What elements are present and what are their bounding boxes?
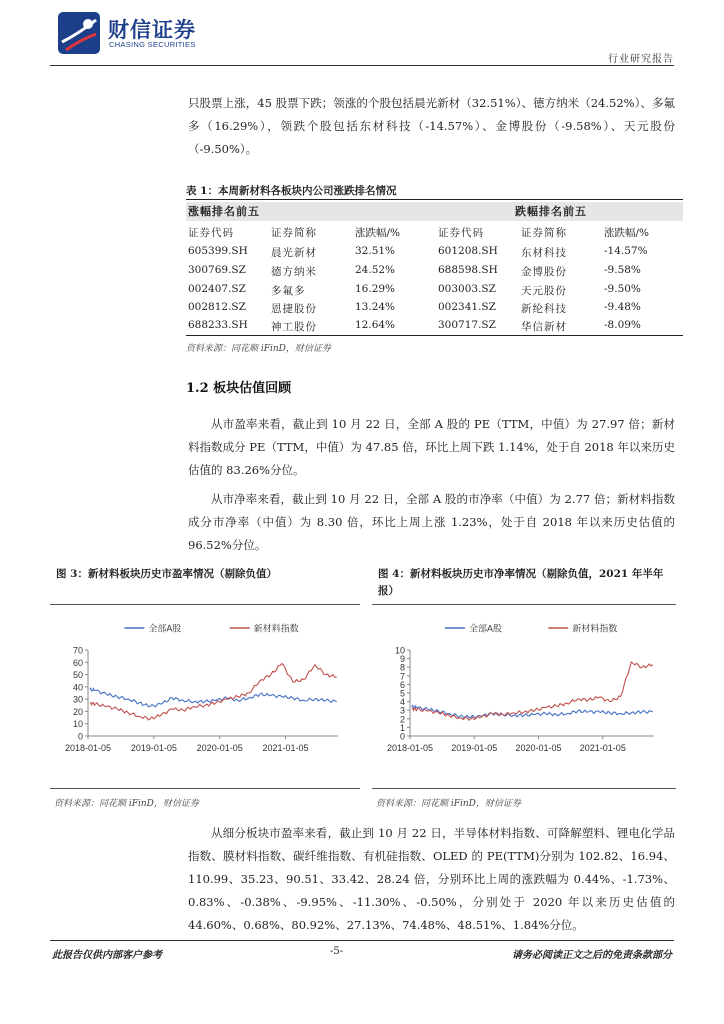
- table-cell: 13.24%: [355, 301, 396, 313]
- column-header: 涨跌幅/%: [355, 227, 401, 239]
- figure3-bottom-rule: [50, 788, 360, 789]
- logo-english-name: CHASING SECURITIES: [109, 40, 196, 49]
- x-tick-label: 2020-01-05: [515, 743, 562, 753]
- table-cell: 德方纳米: [271, 266, 317, 278]
- y-tick-label: 40: [72, 682, 83, 693]
- column-header: 涨跌幅/%: [604, 227, 650, 239]
- y-tick-label: 7: [399, 671, 405, 682]
- y-tick-label: 60: [72, 657, 83, 668]
- pb-history-chart: [372, 608, 676, 786]
- column-header: 证券代码: [438, 227, 484, 239]
- table-cell: -9.50%: [604, 283, 641, 295]
- series-line-new-materials-index: [412, 662, 653, 720]
- company-logo-icon: [58, 12, 100, 54]
- y-tick-label: 0: [399, 731, 405, 742]
- figure4-caption: 图 4：新材料板块历史市净率情况（剔除负值，2021 年半年报）: [378, 568, 664, 597]
- table-cell: 601208.SH: [438, 245, 498, 257]
- table-cell: 神工股份: [271, 321, 317, 333]
- column-header: 证券简称: [521, 227, 567, 239]
- series-line-all-a-shares: [412, 705, 653, 718]
- y-tick-label: 30: [72, 694, 83, 705]
- x-tick-label: 2019-01-05: [451, 743, 498, 753]
- table-cell: 003003.SZ: [438, 283, 496, 295]
- section-title: 1.2 板块估值回顾: [186, 381, 292, 396]
- legend-label: 新材料指数: [253, 623, 299, 634]
- x-tick-label: 2019-01-05: [130, 743, 177, 753]
- table-cell: 300717.SZ: [438, 319, 496, 331]
- table-cell: 晨光新材: [271, 247, 317, 259]
- series-line-new-materials-index: [90, 664, 337, 720]
- footer-terms-notice: 请务必阅读正文之后的免责条款部分: [512, 950, 672, 961]
- table-cell: 605399.SH: [188, 245, 248, 257]
- gainers-header: 涨幅排名前五: [188, 205, 260, 218]
- figure3-caption: 图 3：新材料板块历史市盈率情况（剔除负值）: [56, 568, 277, 580]
- figure4-source: 资料来源：同花顺 iFinD，财信证券: [376, 799, 521, 809]
- x-tick-label: 2021-01-05: [262, 743, 309, 753]
- legend-label: 全部A股: [468, 623, 502, 634]
- figure3-source: 资料来源：同花顺 iFinD，财信证券: [54, 799, 199, 809]
- x-tick-label: 2018-01-05: [64, 743, 112, 753]
- x-tick-label: 2020-01-05: [196, 743, 243, 753]
- paragraph-subsector-pe: 从细分板块市盈率来看，截止到 10 月 22 日，半导体材料指数、可降解塑料、锂电化学品指数、膜材料指数、碳纤维指数、有机硅指数、OLED 的 PE(TTM)分别为 102.82、16.94、110.99、35.23、90.51、33.42、28.24 倍，分别环比上周的涨跌幅为 0.44%、-1.73%、0.83%、-0.38%、-9.95%、-11.30%、-0.50%，分别处于 2020 年以来历史估值的 44.60%、0.68%、80.92%、27.13%、74.48%、48.51%、1.84%分位。: [188, 826, 675, 932]
- y-tick-label: 9: [399, 654, 405, 665]
- pe-history-chart: [50, 608, 360, 786]
- figure4-bottom-rule: [372, 788, 676, 789]
- y-tick-label: 2: [399, 714, 405, 725]
- y-tick-label: 4: [399, 697, 405, 708]
- footer-divider: [50, 940, 674, 941]
- column-header: 证券代码: [188, 227, 234, 239]
- y-tick-label: 6: [399, 679, 405, 690]
- x-tick-label: 2021-01-05: [579, 743, 626, 753]
- report-type-label: 行业研究报告: [608, 54, 674, 65]
- losers-header: 跌幅排名前五: [515, 205, 587, 218]
- figure3-top-rule: [50, 604, 360, 605]
- table-cell: 天元股份: [521, 285, 567, 297]
- table-cell: 002341.SZ: [438, 301, 496, 313]
- table-cell: 12.64%: [355, 319, 396, 331]
- table-cell: -9.58%: [604, 264, 641, 276]
- table-cell: 华信新材: [521, 321, 567, 333]
- table-cell: 688233.SH: [188, 319, 248, 331]
- column-header: 证券简称: [271, 227, 317, 239]
- header-divider: [50, 65, 674, 66]
- table-cell: 东材科技: [521, 247, 567, 259]
- table-cell: -14.57%: [604, 245, 648, 257]
- table-cell: 32.51%: [355, 245, 396, 257]
- table-header-band: [186, 202, 683, 221]
- table-cell: 16.29%: [355, 283, 396, 295]
- table-source: 资料来源：同花顺 iFinD，财信证券: [186, 344, 331, 354]
- legend-label: 新材料指数: [572, 623, 618, 634]
- y-tick-label: 1: [399, 722, 405, 733]
- table-bottom-rule: [186, 335, 683, 336]
- table-cell: 002407.SZ: [188, 283, 246, 295]
- table-cell: 新纶科技: [521, 303, 567, 315]
- y-tick-label: 8: [399, 662, 405, 673]
- table-cell: 24.52%: [355, 264, 396, 276]
- y-tick-label: 20: [72, 706, 83, 717]
- table-cell: 002812.SZ: [188, 301, 246, 313]
- table-top-rule: [186, 199, 683, 200]
- y-tick-label: 10: [72, 719, 83, 730]
- y-tick-label: 3: [399, 705, 405, 716]
- logo-chinese-name: 财信证券: [108, 18, 196, 42]
- y-tick-label: 0: [77, 731, 83, 742]
- legend-label: 全部A股: [148, 623, 182, 634]
- table-cell: -8.09%: [604, 319, 641, 331]
- figure4-top-rule: [372, 604, 676, 605]
- table-cell: 金博股份: [521, 266, 567, 278]
- paragraph-pe: 从市盈率来看，截止到 10 月 22 日，全部 A 股的 PE（TTM，中值）为 27.97 倍；新材料指数成分 PE（TTM，中值）为 47.85 倍，环比上周下跌 1.14%，处于自 2018 年以来历史估值的 83.26%分位。: [188, 417, 675, 477]
- table-cell: 多氟多: [271, 285, 306, 297]
- page-number: -5-: [330, 946, 344, 957]
- paragraph-pb: 从市净率来看，截止到 10 月 22 日，全部 A 股的市净率（中值）为 2.77 倍；新材料指数成分市净率（中值）为 8.30 倍，环比上周上涨 1.23%，处于自 2018 年以来历史估值的 96.52%分位。: [188, 492, 675, 552]
- footer-disclaimer: 此报告仅供内部客户参考: [52, 950, 162, 961]
- table-cell: 688598.SH: [438, 264, 498, 276]
- paragraph-stock-movers: 只股票上涨，45 股票下跌；领涨的个股包括晨光新材（32.51%）、德方纳米（24.52%）、多氟多（16.29%），领跌个股包括东材科技（-14.57%）、金博股份（-9.58%）、天元股份（-9.50%）。: [188, 96, 675, 156]
- y-tick-label: 10: [394, 645, 405, 656]
- y-tick-label: 5: [399, 688, 405, 699]
- table-cell: 恩捷股份: [271, 303, 317, 315]
- table-cell: -9.48%: [604, 301, 641, 313]
- x-tick-label: 2018-01-05: [386, 743, 434, 753]
- table-caption: 表 1：本周新材料各板块内公司涨跌排名情况: [186, 185, 397, 197]
- table-cell: 300769.SZ: [188, 264, 246, 276]
- y-tick-label: 50: [72, 670, 83, 681]
- y-tick-label: 70: [72, 645, 83, 656]
